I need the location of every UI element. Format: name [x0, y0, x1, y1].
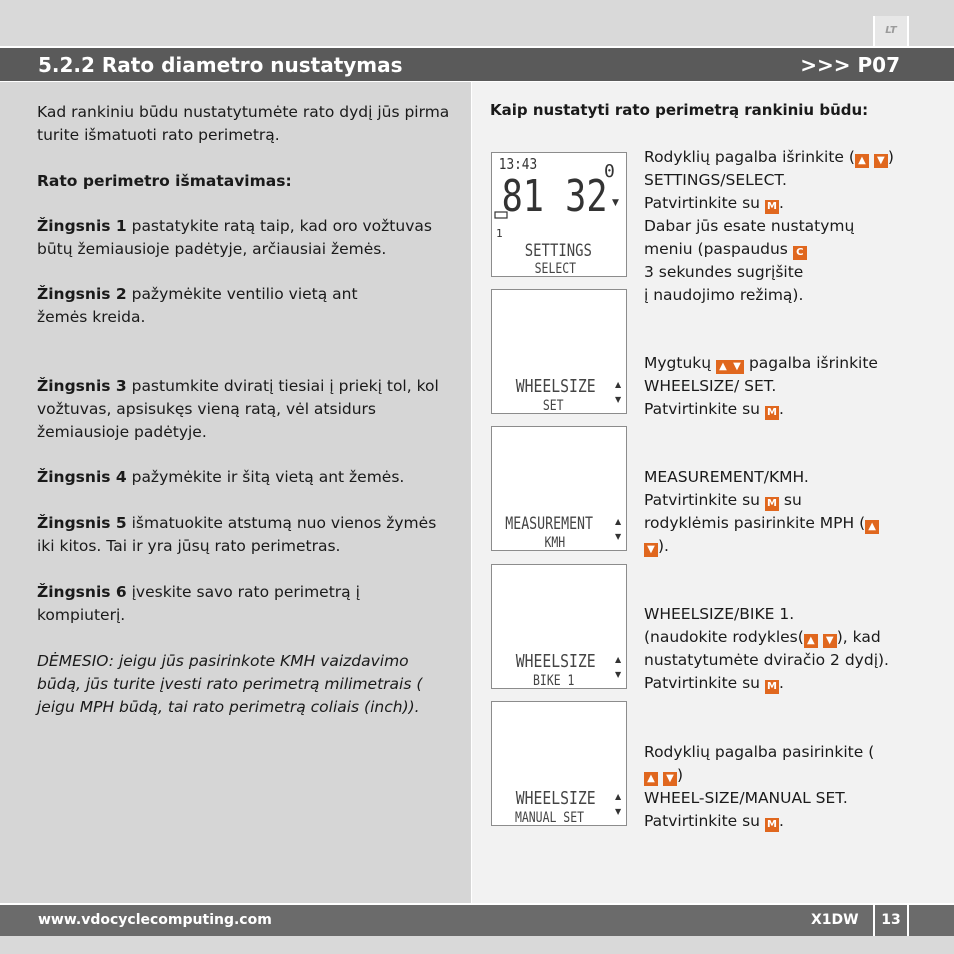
step-label: Žingsnis 4	[37, 468, 127, 486]
step-label: Žingsnis 2	[37, 285, 127, 303]
footer-model: X1DW	[811, 912, 859, 928]
step-3: Žingsnis 3 pastumkite dviratį tiesiai į priekį tol, kol vožtuvas, apsisukęs vieną ratą, vėl atsidurs žemiausioje padėtyje.	[37, 377, 439, 441]
down-key-icon: ▼	[663, 772, 677, 786]
step-5: Žingsnis 5 išmatuokite atstumą nuo vienos žymės iki kitos. Tai ir yra jūsų rato perimetras.	[37, 514, 437, 555]
down-arrow-icon: ▼	[615, 807, 622, 816]
left-column	[0, 82, 471, 903]
down-key-icon: ▼	[644, 543, 658, 557]
m-key-icon: M	[765, 406, 779, 420]
language-tab	[873, 16, 909, 46]
up-key-icon: ▲	[804, 634, 818, 648]
down-arrow-icon: ▼	[615, 532, 622, 541]
lcd-line2: MANUAL SET	[514, 809, 585, 825]
lcd-line1: WHEELSIZE	[515, 787, 596, 809]
step-4: Žingsnis 4 pažymėkite ir šitą vietą ant žemės.	[37, 468, 405, 486]
step-label: Žingsnis 6	[37, 583, 127, 601]
step-label: Žingsnis 3	[37, 377, 127, 395]
down-arrow-icon: ▼	[615, 395, 622, 404]
up-arrow-icon: ▲	[615, 517, 622, 526]
instruction-2: Mygtukų ▲ ▼ pagalba išrinkite WHEELSIZE/ SET. Patvirtinkite su M .	[644, 354, 878, 418]
step-label: Žingsnis 5	[37, 514, 127, 532]
step-2: Žingsnis 2 pažymėkite ventilio vietą ant žemės kreida.	[37, 285, 358, 326]
section-title-bar	[0, 48, 954, 81]
up-key-icon: ▲	[644, 772, 658, 786]
program-code: >>> P07	[800, 53, 900, 77]
m-key-icon: M	[765, 497, 779, 511]
lcd-screen-settings	[491, 152, 627, 277]
instruction-4: WHEELSIZE/BIKE 1. (naudokite rodykles( ▲ ▼ ), kad nustatytumėte dviračio 2 dydį). Patvirtinkite su M .	[644, 605, 889, 692]
lcd-line1: MEASUREMENT	[505, 513, 594, 534]
step-6: Žingsnis 6 įveskite savo rato perimetrą į kompiuterį.	[37, 583, 360, 624]
lcd-line1: SETTINGS	[524, 240, 592, 261]
down-key-icon: ▼	[730, 360, 744, 374]
lcd-degree: 0	[604, 161, 615, 182]
lcd-line1: WHEELSIZE	[515, 650, 596, 672]
step-1: Žingsnis 1 pastatykite ratą taip, kad oro vožtuvas būtų žemiausioje padėtyje, arčiausiai žemės.	[37, 217, 432, 258]
lcd-screen-wheelsize-set	[491, 289, 627, 414]
up-arrow-icon: ▲	[615, 792, 622, 801]
lcd-time: 13:43	[498, 156, 538, 174]
lcd-line2: KMH	[544, 534, 566, 550]
up-key-icon: ▲	[855, 154, 869, 168]
m-key-icon: M	[765, 200, 779, 214]
attention-note: DĖMESIO: jeigu jūs pasirinkote KMH vaizdavimo būdą, jūs turite įvesti rato perimetrą milimetrais ( jeigu MPH būdą, tai rato perimetrą coliais (inch)).	[37, 652, 423, 716]
page-number: 13	[873, 905, 909, 936]
manual-setup-heading: Kaip nustatyti rato perimetrą rankiniu būdu:	[490, 101, 869, 119]
section-title: 5.2.2 Rato diametro nustatymas	[38, 53, 403, 77]
lcd-screen-wheelsize-bike1	[491, 564, 627, 689]
lcd-line2: BIKE 1	[533, 672, 575, 688]
lcd-line1: WHEELSIZE	[515, 375, 596, 397]
lcd-big-digits: 81 32	[501, 171, 608, 223]
step-label: Žingsnis 1	[37, 217, 127, 235]
up-arrow-icon: ▲	[615, 655, 622, 664]
instruction-5: Rodyklių pagalba pasirinkite (▲ ▼ ) WHEEL-SIZE/MANUAL SET. Patvirtinkite su M .	[644, 743, 875, 830]
up-arrow-icon: ▲	[615, 380, 622, 389]
c-key-icon: C	[793, 246, 807, 260]
m-key-icon: M	[765, 680, 779, 694]
down-arrow-icon: ▼	[615, 670, 622, 679]
instruction-1: Rodyklių pagalba išrinkite ( ▲ ▼ ) SETTINGS/SELECT. Patvirtinkite su M . Dabar jūs esate nustatymų meniu (paspaudus C 3 sekundes sugrįšite į naudojimo režimą).	[644, 148, 894, 304]
up-key-icon: ▲	[865, 520, 879, 534]
m-key-icon: M	[765, 818, 779, 832]
intro-paragraph: Kad rankiniu būdu nustatytumėte rato dydį jūs pirma turite išmatuoti rato perimetrą.	[37, 103, 450, 144]
lcd-screen-wheelsize-manual	[491, 701, 627, 826]
down-key-icon: ▼	[823, 634, 837, 648]
language-label: LT	[885, 25, 897, 36]
lcd-screen-measurement	[491, 426, 627, 551]
bottom-strip	[0, 936, 954, 954]
measure-heading: Rato perimetro išmatavimas:	[37, 172, 292, 190]
lcd-line2: SELECT	[534, 260, 577, 276]
down-key-icon: ▼	[874, 154, 888, 168]
lcd-bike-digit: 1	[496, 227, 503, 240]
footer-url: www.vdocyclecomputing.com	[38, 912, 272, 928]
top-bar	[0, 0, 954, 46]
down-arrow-icon: ▼	[612, 198, 619, 208]
lcd-line2: SET	[542, 397, 564, 413]
footer-bar	[0, 905, 954, 936]
up-key-icon: ▲	[716, 360, 730, 374]
instruction-3: MEASUREMENT/KMH. Patvirtinkite su M su rodyklėmis pasirinkite MPH ( ▲ ▼ ).	[644, 466, 889, 558]
